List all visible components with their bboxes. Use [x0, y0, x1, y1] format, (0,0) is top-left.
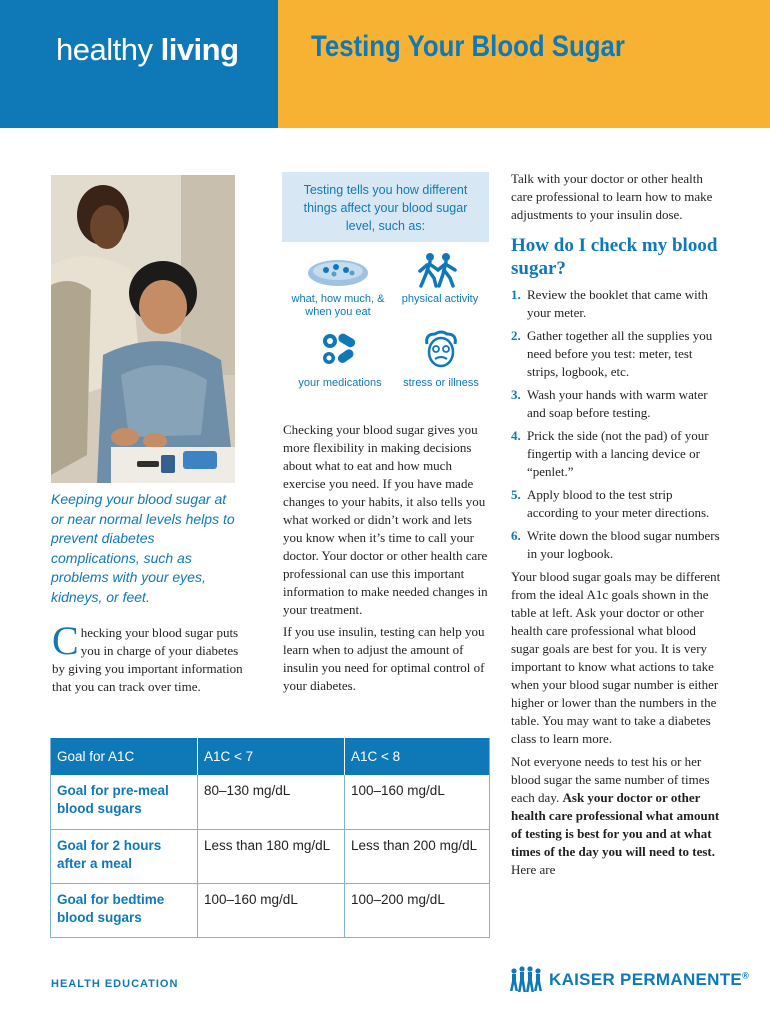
right-column [511, 170, 723, 884]
table-row [51, 775, 490, 829]
table-row [51, 883, 490, 937]
table-cell: Less than 180 mg/dL [198, 829, 345, 883]
row-label: Goal for bedtime blood sugars [51, 883, 198, 937]
factor-label-activity: physical activity [401, 293, 479, 305]
callout-quote: Keeping your blood sugar at or near normal levels helps to prevent diabetes complications, such as problems with your eyes, kidneys, or feet. [51, 491, 235, 605]
a1c-goals-table [50, 738, 490, 938]
header-right-band [278, 0, 770, 128]
row-label: Goal for 2 hours after a meal [51, 829, 198, 883]
step-item: 3. Wash your hands with warm water and soap before testing. [511, 387, 708, 420]
table-cell: 100–200 mg/dL [345, 883, 490, 937]
right-paragraph-goals: Your blood sugar goals may be different from the ideal A1c goals shown in the table at left. Ask your doctor or other health care professional what blood sugar goals are best for you. It is very important to know what actions to take when your blood sugar number is either higher or lower than the numbers in the table. You may want to take a diabetes class to learn more. [511, 569, 721, 746]
table-cell: Less than 200 mg/dL [345, 829, 490, 883]
factors-box [282, 172, 489, 405]
middle-paragraph-2: If you use insulin, testing can help you learn when to adjust the amount of insulin you need for optimal control of your diabetes. [283, 624, 485, 693]
photo-patients-testing [51, 175, 235, 483]
table-header-row [51, 738, 490, 775]
right-paragraph-top: Talk with your doctor or other health care professional to learn how to make adjustments to your insulin dose. [511, 171, 713, 222]
factor-label-medications: your medications [298, 377, 382, 389]
middle-column [283, 421, 493, 699]
steps-list [511, 286, 723, 563]
stressed-face-icon [421, 330, 461, 375]
table-header-cell: Goal for A1C [51, 738, 198, 775]
walking-people-icon [418, 252, 458, 293]
brand-bold: living [160, 32, 239, 67]
right-paragraph-last: Not everyone needs to test his or her blood sugar the same number of times each day. Ask your doctor or other health care professional what amount of testing is best for you and at what times of the day you will need to test. Here are [511, 754, 720, 877]
series-brand [56, 32, 239, 68]
table-cell: 100–160 mg/dL [198, 883, 345, 937]
logo-wordmark: KAISER PERMANENTE® [549, 970, 750, 989]
factor-label-stress: stress or illness [403, 377, 479, 389]
step-item: 6. Write down the blood sugar numbers in your logbook. [511, 528, 720, 561]
table-header-cell: A1C < 7 [198, 738, 345, 775]
photo-illustration [51, 175, 235, 483]
step-item: 4. Prick the side (not the pad) of your fingertip with a lancing device or “penlet.” [511, 428, 709, 479]
step-item: 2. Gather together all the supplies you need before you test: meter, test strips, logbook, etc. [511, 328, 713, 379]
intro-paragraph [52, 618, 248, 696]
kaiser-permanente-logo [509, 965, 749, 995]
row-label: Goal for pre-meal blood sugars [51, 775, 198, 829]
middle-paragraph-1: Checking your blood sugar gives you more flexibility in making decisions about what to eat and how much exercise you need. If you have made changes to your habits, it also tells you what worked or didn’t work and lets you know when it’s time to call your doctor. Your doctor or other health care professional can use this important information to make needed changes in your treatment. [283, 422, 488, 617]
factor-label-food: what, how much, & when you eat [291, 293, 385, 318]
page-title: Testing Your Blood Sugar [311, 30, 625, 63]
table-header-cell: A1C < 8 [345, 738, 490, 775]
food-plate-icon [306, 256, 370, 293]
kp-people-mark-icon [509, 966, 543, 994]
section-heading-how-to-check: How do I check my blood sugar? [511, 235, 718, 279]
footer-health-education: HEALTH EDUCATION [51, 978, 179, 990]
brand-light: healthy [56, 32, 153, 67]
table-cell: 100–160 mg/dL [345, 775, 490, 829]
intro-text: hecking your blood sugar puts you in charge of your diabetes by giving you important information that you can track over time. [52, 625, 243, 694]
step-item: 5. Apply blood to the test strip according to your meter directions. [511, 487, 710, 520]
pills-icon [320, 332, 358, 373]
testing-advice-bold: Ask your doctor or other health care professional what amount of testing is best for you and at what times of the day you will need to test. [511, 790, 720, 859]
table-cell: 80–130 mg/dL [198, 775, 345, 829]
table-row [51, 829, 490, 883]
step-item: 1. Review the booklet that came with your meter. [511, 287, 708, 320]
drop-cap: C [52, 618, 79, 663]
factors-heading: Testing tells you how different things affect your blood sugar level, such as: [282, 172, 489, 242]
